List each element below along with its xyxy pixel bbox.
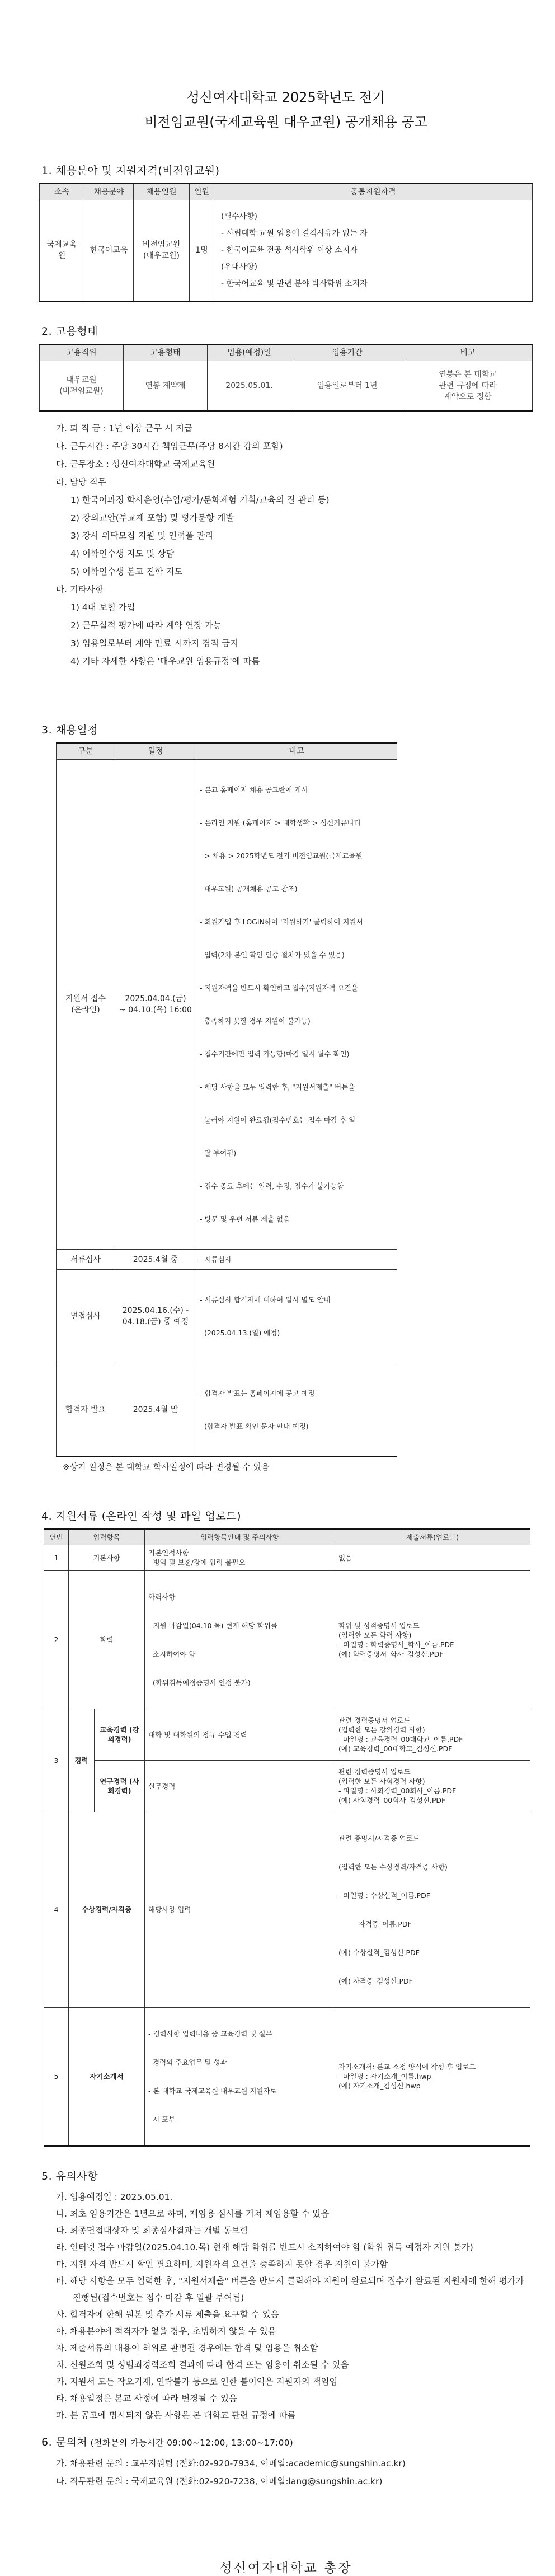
row-number: 5 — [44, 2007, 69, 2146]
col-header: 비고 — [403, 344, 533, 361]
date-line: ~ 04.10.(목) 16:00 — [119, 1006, 192, 1014]
row-number: 3 — [44, 1709, 69, 1812]
guide-line: 기본인적사항 — [148, 1549, 189, 1557]
list-item: 라. 담당 직무 — [56, 477, 106, 487]
docs-line: (예) 자기소개_김성신.hwp — [338, 2082, 421, 2090]
section2-header-row — [40, 344, 533, 361]
list-item: 2) 근무실적 평가에 따라 계약 연장 가능 — [70, 620, 222, 630]
docs-cell — [335, 1545, 530, 1570]
col-header: 고용직위 — [40, 344, 124, 361]
list-item: 나. 최초 임용기간은 1년으로 하며, 재임용 심사를 거쳐 재임용할 수 있음 — [56, 2208, 330, 2219]
field-cell: 한국어교육 — [84, 200, 134, 301]
docs-line: (입력한 모든 사회경력 사항) — [338, 1777, 425, 1785]
position-line: 대우교원 — [66, 375, 97, 385]
signature: 성신여자대학교 총장 — [219, 2560, 352, 2575]
dept-cell: 국제교육원 — [40, 200, 84, 301]
col-header: 인원 — [190, 184, 214, 200]
date-cell — [115, 760, 196, 1250]
note-cell — [196, 1270, 397, 1363]
note-line: 괄 부여됨) — [200, 1149, 237, 1157]
section4-header-row — [44, 1529, 530, 1545]
guide-cell — [145, 1760, 335, 1812]
list-item: 차. 신원조회 및 성범죄경력조회 결과에 따라 합격 또는 임용이 취소될 수 있음 — [56, 2359, 349, 2370]
position-cell — [134, 200, 190, 301]
list-item: 마. 지원 자격 반드시 확인 필요하며, 지원자격 요건을 충족하지 못할 경우 지원이 불가함 — [56, 2259, 388, 2269]
stage-cell: 면접심사 — [57, 1270, 115, 1363]
table-row — [44, 2007, 530, 2146]
col-header: 비고 — [196, 743, 397, 760]
period-cell: 임용일로부터 1년 — [291, 361, 403, 411]
item-cell: 연구경력 (사회경력) — [95, 1760, 145, 1812]
col-header: 임용(예정)일 — [208, 344, 291, 361]
col-header: 제출서류(업로드) — [335, 1529, 530, 1545]
docs-line: (예) 학력증명서_학사_김성신.PDF — [338, 1649, 444, 1658]
note-line: - 접수기간에만 입력 가능함(마감 일시 필수 확인) — [200, 1050, 350, 1058]
docs-line: - 파일명 : 학력증명서_학사_이름.PDF — [338, 1640, 454, 1649]
docs-line: (예) 수상실적_김성신.PDF — [338, 1948, 420, 1957]
date-cell: 2025.4월 중 — [115, 1250, 196, 1270]
list-item: 4) 기타 자세한 사항은 '대우교원 임용규정'에 따름 — [70, 656, 260, 666]
note-line: - 온라인 지원 (홈페이지 > 대학생활 > 성신커뮤니티 — [200, 819, 361, 827]
page-title-line2: 비전임교원(국제교육원 대우교원) 공개채용 공고 — [144, 114, 427, 130]
col-header: 일정 — [115, 743, 196, 760]
contact-label: 나. 직무관련 문의 : 국제교육원 (전화:02-920-7238, 이메일: — [56, 2476, 289, 2486]
list-item: 자. 제출서류의 내용이 허위로 판명될 경우에는 합격 및 임용을 취소함 — [56, 2343, 318, 2353]
note-cell — [196, 760, 397, 1250]
list-item: 3) 강사 위탁모집 지원 및 인력풀 관리 — [70, 531, 214, 541]
note-line: 충족하지 못할 경우 지원이 불가능) — [200, 1017, 311, 1025]
date-cell: 2025.4월 말 — [115, 1363, 196, 1457]
section2-table — [39, 344, 533, 412]
guide-line: 소지하여야 함 — [148, 1649, 196, 1658]
requirements-cell — [214, 200, 533, 301]
docs-line: 관련 경력증명서 업로드 — [338, 1768, 411, 1776]
section3-table — [56, 742, 397, 1457]
position-line: (비전임교원) — [59, 386, 104, 396]
count-cell: 1명 — [190, 200, 214, 301]
docs-line: 자기소개서: 본교 소정 양식에 작성 후 업로드 — [338, 2063, 476, 2071]
guide-line: - 본 대학교 국제교육원 대우교원 지원자로 — [148, 2086, 277, 2095]
note-line: - 합격자 발표는 홈페이지에 공고 예정 — [200, 1389, 315, 1397]
guide-line: 경력의 주요업무 및 성과 — [148, 2058, 227, 2067]
table-row — [57, 1250, 397, 1270]
list-item: 다. 최종면접대상자 및 최종심사결과는 개별 통보함 — [56, 2225, 248, 2236]
note-cell — [403, 361, 533, 411]
note-line: (합격자 발표 확인 문자 안내 예정) — [200, 1422, 309, 1430]
note-line: - 접수 종료 후에는 입력, 수정, 접수가 불가능함 — [200, 1182, 344, 1190]
table-row — [44, 1812, 530, 2007]
col-header: 고용형태 — [124, 344, 208, 361]
note-line: - 서류심사 — [200, 1255, 232, 1264]
docs-line: (예) 사회경력_00회사_김성신.PDF — [338, 1796, 446, 1804]
guide-line: 대학 및 대학원의 정규 수업 경력 — [148, 1730, 247, 1739]
item-cell: 기본사항 — [69, 1545, 145, 1570]
required-title: (필수사항) — [221, 212, 258, 222]
guide-line: - 병역 및 보훈/장애 입력 불필요 — [148, 1558, 246, 1567]
note-line: - 방문 및 우편 서류 제출 없음 — [200, 1215, 290, 1223]
section6-list — [56, 2455, 533, 2490]
contact-email-link[interactable]: lang@sungshin.ac.kr — [288, 2476, 379, 2486]
docs-line: (예) 교육경력_00대학교_김성신.PDF — [338, 1745, 453, 1753]
date-line: 04.18.(금) 중 예정 — [122, 1317, 189, 1326]
date-line: 2025.04.16.(수) - — [122, 1306, 189, 1315]
docs-cell — [335, 2007, 530, 2146]
note-line: (2025.04.13.(일) 예정) — [200, 1329, 280, 1337]
section5-list — [56, 2189, 533, 2424]
stage-cell: 서류심사 — [57, 1250, 115, 1270]
page-title-line1: 성신여자대학교 2025학년도 전기 — [186, 90, 385, 105]
note-line: 눌러야 지원이 완료됨(접수번호는 접수 마감 후 일 — [200, 1116, 356, 1124]
col-header: 소속 — [40, 184, 84, 200]
guide-line: 해당사항 입력 — [148, 1905, 191, 1914]
list-item: 카. 지원서 모든 작오기재, 연락불가 등으로 인한 불이익은 지원자의 책임임 — [56, 2376, 338, 2387]
list-item: 파. 본 공고에 명시되지 않은 사항은 본 대학교 관련 규정에 따름 — [56, 2410, 296, 2420]
note-line: 대우교원) 공개채용 공고 참조) — [200, 885, 298, 893]
contact-email[interactable]: academic@sungshin.ac.kr — [288, 2458, 402, 2469]
docs-cell — [335, 1570, 530, 1709]
note-line: - 본교 홈페이지 채용 공고란에 게시 — [200, 786, 308, 794]
list-item: 1) 4대 보험 가입 — [70, 602, 135, 613]
date-cell: 2025.05.01. — [208, 361, 291, 411]
col-header: 구분 — [57, 743, 115, 760]
note-line: - 해당 사항을 모두 입력한 후, "지원서제출" 버튼을 — [200, 1083, 355, 1091]
list-item: 1) 한국어과정 학사운영(수업/평가/문화체험 기획/교육의 질 관리 등) — [70, 495, 330, 505]
note-line: - 회원가입 후 LOGIN하여 '지원하기' 클릭하여 지원서 — [200, 918, 363, 926]
docs-line: (입력한 모든 학력 사항) — [338, 1630, 412, 1639]
preferred-title: (우대사항) — [221, 263, 258, 272]
col-header: 채용인원 — [134, 184, 190, 200]
list-item: 4) 어학연수생 지도 및 상담 — [70, 549, 175, 559]
list-item: 라. 인터넷 접수 마감일(2025.04.10.목) 현재 해당 학위를 반드시 소지하여야 함 (학위 취득 예정자 지원 불가) — [56, 2242, 473, 2252]
section5-heading: 5. 유의사항 — [41, 2170, 98, 2182]
item-cell: 수상경력/자격증 — [69, 1812, 145, 2007]
type-cell: 연봉 계약제 — [124, 361, 208, 411]
docs-line: 학위 및 성적증명서 업로드 — [338, 1621, 420, 1630]
docs-cell — [335, 1760, 530, 1812]
table-row — [40, 361, 533, 411]
section1-header-row — [40, 184, 533, 200]
note-line: - 지원자격을 반드시 확인하고 접수(지원자격 요건을 — [200, 984, 358, 992]
contact-item — [56, 2472, 533, 2490]
list-item: 아. 채용분야에 적격자가 없을 경우, 초빙하지 않을 수 있음 — [56, 2326, 276, 2336]
position-line: (대우교원) — [143, 251, 180, 261]
docs-cell — [335, 1709, 530, 1760]
section6-heading — [41, 2434, 533, 2449]
docs-line: - 파일명 : 교육경력_00대학교_이름.PDF — [338, 1735, 463, 1743]
docs-line: - 파일명 : 수상실적_이름.PDF — [338, 1891, 430, 1900]
docs-line: 관련 증명서/자격증 업로드 — [338, 1834, 420, 1843]
note-line: 계약으로 정함 — [444, 392, 492, 401]
guide-line: (학위취득예정증명서 인정 불가) — [148, 1678, 251, 1687]
contact-tail: ) — [402, 2458, 406, 2469]
note-line: 입력(2차 본인 확인 인증 절차가 있을 수 있음) — [200, 951, 345, 959]
note-line: > 채용 > 2025학년도 전기 비전임교원(국제교육원 — [200, 852, 363, 860]
table-row — [44, 1570, 530, 1709]
table-row — [44, 1709, 530, 1760]
list-item: 다. 근무장소 : 성신여자대학교 국제교육원 — [56, 459, 215, 469]
section1-heading: 1. 채용분야 및 지원자격(비전임교원) — [41, 165, 220, 177]
position-line: 비전임교원 — [142, 240, 181, 250]
guide-line: 서 포부 — [148, 2115, 176, 2124]
section6-hours: (전화문의 가능시간 09:00~12:00, 13:00~17:00) — [87, 2437, 294, 2448]
docs-line: 관련 경력증명서 업로드 — [338, 1716, 411, 1724]
col-header: 입력항목 — [69, 1529, 145, 1545]
contact-label: 가. 채용관련 문의 : 교무지원팀 (전화:02-920-7934, 이메일: — [56, 2458, 289, 2469]
section2-details — [56, 419, 533, 670]
list-item: 타. 채용일정은 본교 사정에 따라 변경될 수 있음 — [56, 2393, 237, 2404]
guide-cell — [145, 1812, 335, 2007]
table-row — [57, 1270, 397, 1363]
date-line: 2025.04.04.(금) — [125, 994, 186, 1003]
note-line: 연봉은 본 대학교 — [439, 370, 497, 379]
guide-line: 학력사항 — [148, 1592, 176, 1601]
list-item: 5) 어학연수생 본교 진학 지도 — [70, 567, 183, 577]
note-line: - 서류심사 합격자에 대하여 일시 별도 안내 — [200, 1296, 331, 1304]
list-item: 나. 근무시간 : 주당 30시간 책임근무(주당 8시간 강의 포함) — [56, 441, 283, 451]
note-cell — [196, 1250, 397, 1270]
position-cell — [40, 361, 124, 411]
col-header: 채용분야 — [84, 184, 134, 200]
section2-heading: 2. 고용형태 — [41, 325, 98, 338]
section1-table — [39, 183, 533, 302]
docs-cell — [335, 1812, 530, 2007]
list-item: 가. 임용예정일 : 2025.05.01. — [56, 2191, 173, 2202]
docs-line: 자격증_이름.PDF — [338, 1919, 412, 1928]
guide-line: 실무경력 — [148, 1782, 176, 1790]
table-row — [44, 1545, 530, 1570]
item-cell: 자기소개서 — [69, 2007, 145, 2146]
item-cell: 교육경력 (강의경력) — [95, 1709, 145, 1760]
docs-line: - 파일명 : 자기소개_이름.hwp — [338, 2072, 431, 2081]
section4-table — [44, 1528, 530, 2147]
list-item: 바. 해당 사항을 모두 입력한 후, "지원서제출" 버튼을 반드시 클릭해야 지원이 완료되며 접수가 완료된 지원자에 한해 평가가 진행됨(접수번호는 접수 마감 후 일괄 부여됨) — [56, 2275, 524, 2303]
list-item: 3) 임용일로부터 계약 만료 시까지 겸직 금지 — [70, 638, 239, 648]
item-cell: 학력 — [69, 1570, 145, 1709]
contact-tail: ) — [379, 2476, 383, 2486]
table-row — [40, 200, 533, 301]
list-item: 2) 강의교안(부교재 포함) 및 평가문항 개발 — [70, 513, 234, 523]
docs-line: (입력한 모든 강의경력 사항) — [338, 1726, 425, 1734]
guide-cell — [145, 1545, 335, 1570]
section3-heading: 3. 채용일정 — [41, 724, 98, 736]
required-item: - 한국어교육 전공 석사학위 이상 소지자 — [221, 246, 358, 255]
list-item: 가. 퇴 직 금 : 1년 이상 근무 시 지급 — [56, 423, 193, 433]
col-header: 연번 — [44, 1529, 69, 1545]
docs-line: - 파일명 : 사회경력_00회사_이름.PDF — [338, 1787, 457, 1795]
guide-cell — [145, 2007, 335, 2146]
table-row — [44, 1760, 530, 1812]
group-cell: 경력 — [69, 1709, 95, 1812]
date-cell — [115, 1270, 196, 1363]
required-item: - 사립대학 교원 임용에 결격사유가 없는 자 — [221, 229, 368, 239]
list-item: 사. 합격자에 한해 원본 및 추가 서류 제출을 요구할 수 있음 — [56, 2309, 279, 2320]
row-number: 1 — [44, 1545, 69, 1570]
stage-cell — [57, 760, 115, 1250]
section4-heading: 4. 지원서류 (온라인 작성 및 파일 업로드) — [41, 1510, 242, 1522]
col-header: 입력항목안내 및 주의사항 — [145, 1529, 335, 1545]
schedule-footnote: ※상기 일정은 본 대학교 학사일정에 따라 변경될 수 있음 — [63, 1462, 270, 1472]
preferred-item: - 한국어교육 및 관련 분야 박사학위 소지자 — [221, 279, 368, 289]
note-line: 관련 규정에 따라 — [439, 381, 497, 390]
col-header: 공통지원자격 — [214, 184, 533, 200]
guide-line: - 경력사항 입력내용 중 교육경력 및 실무 — [148, 2029, 272, 2038]
section3-header-row — [57, 743, 397, 760]
list-item: 마. 기타사항 — [56, 585, 104, 595]
docs-line: (예) 자격증_김성신.PDF — [338, 1976, 413, 1985]
stage-line: (온라인) — [71, 1006, 100, 1014]
stage-line: 지원서 접수 — [65, 994, 106, 1003]
contact-item — [56, 2455, 533, 2472]
guide-cell — [145, 1570, 335, 1709]
stage-cell: 합격자 발표 — [57, 1363, 115, 1457]
guide-line: - 지원 마감일(04.10.목) 현재 해당 학위를 — [148, 1621, 278, 1630]
guide-cell — [145, 1709, 335, 1760]
table-row — [57, 760, 397, 1250]
table-row — [57, 1363, 397, 1457]
docs-line: 없음 — [338, 1553, 352, 1562]
row-number: 4 — [44, 1812, 69, 2007]
section6-title: 6. 문의처 — [41, 2435, 88, 2448]
note-cell — [196, 1363, 397, 1457]
col-header: 임용기간 — [291, 344, 403, 361]
row-number: 2 — [44, 1570, 69, 1709]
docs-line: (입력한 모든 수상경력/자격증 사항) — [338, 1862, 448, 1871]
